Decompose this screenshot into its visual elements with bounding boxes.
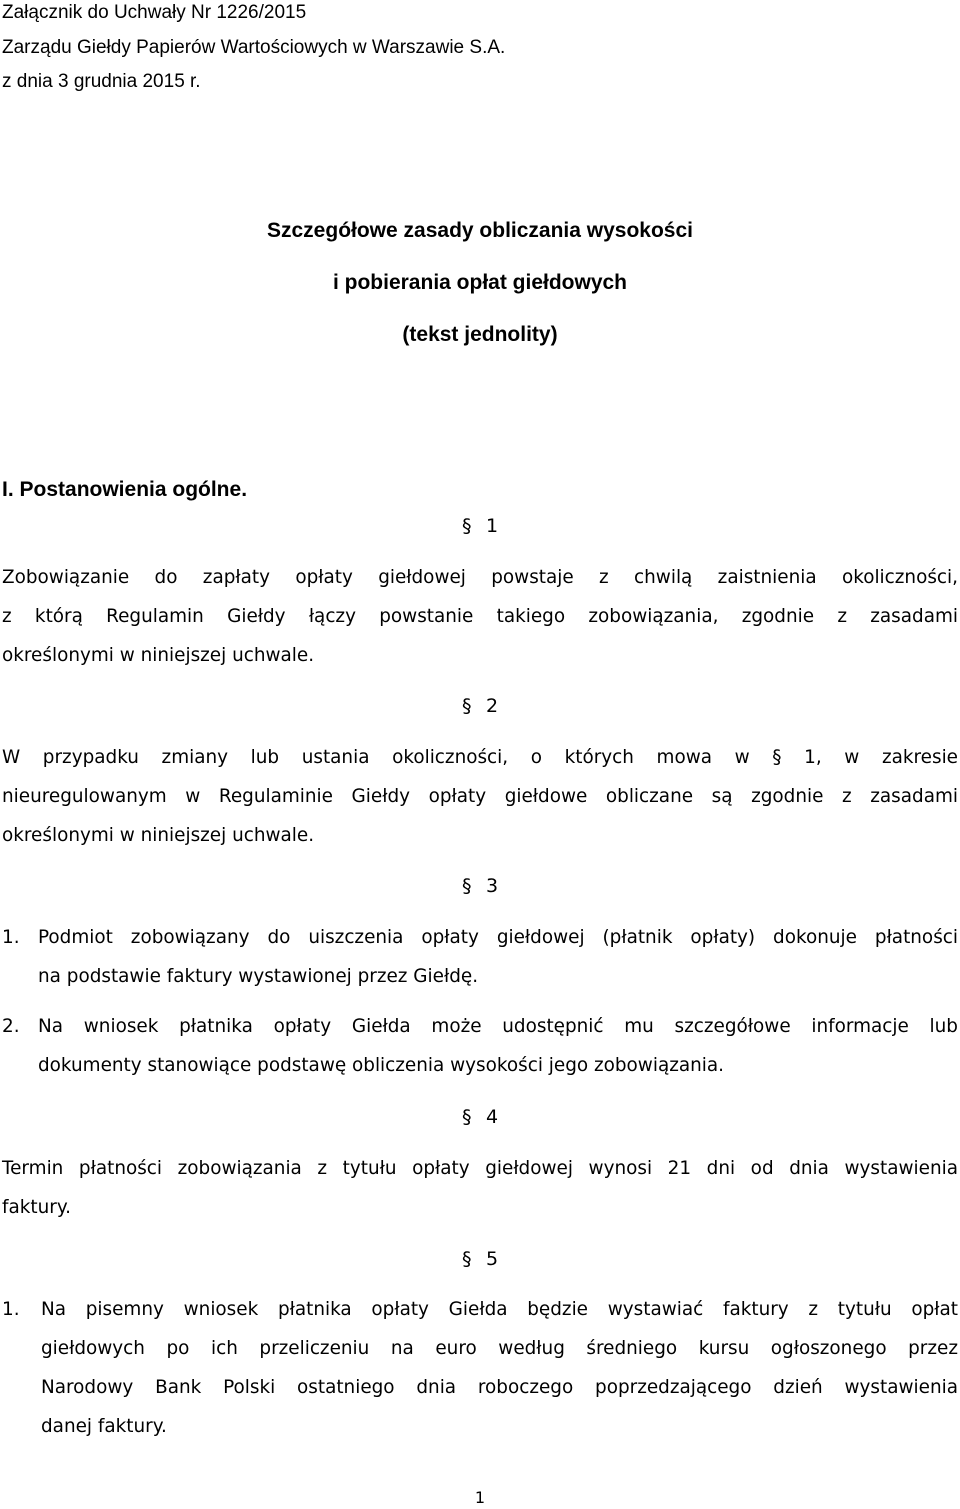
- paragraph-3-item-2-number: 2.: [2, 1016, 20, 1037]
- document-title-line-1: Szczegółowe zasady obliczania wysokości: [267, 219, 693, 242]
- header-line-1: Załącznik do Uchwały Nr 1226/2015: [2, 2, 307, 23]
- paragraph-3-item-1-number: 1.: [2, 927, 20, 948]
- section-sign: §: [462, 695, 472, 717]
- section-sign: §: [462, 515, 472, 537]
- paragraph-4-line-1: Termin płatności zobowiązania z tytułu opłaty giełdowej wynosi 21 dni od dnia wystawienia: [2, 1158, 958, 1179]
- paragraph-2-heading: [462, 695, 498, 717]
- paragraph-1-line-2: z którą Regulamin Giełdy łączy powstanie takiego zobowiązania, zgodnie z zasadami: [2, 606, 958, 627]
- paragraph-3-item-2-line-1: Na wniosek płatnika opłaty Giełda może udostępnić mu szczegółowe informacje lub: [38, 1016, 958, 1037]
- paragraph-number: 4: [486, 1106, 499, 1128]
- document-title-line-2: i pobierania opłat giełdowych: [332, 271, 628, 294]
- paragraph-2-line-1: W przypadku zmiany lub ustania okoliczności, o których mowa w § 1, w zakresie: [2, 747, 958, 768]
- paragraph-1-line-3: określonymi w niniejszej uchwale.: [2, 645, 315, 666]
- paragraph-5-item-1-line-1: Na pisemny wniosek płatnika opłaty Giełda będzie wystawiać faktury z tytułu opłat: [41, 1299, 958, 1320]
- document-title-line-3: (tekst jednolity): [402, 323, 558, 346]
- section-sign: §: [462, 875, 472, 897]
- paragraph-number: 1: [486, 515, 499, 537]
- section-heading: I. Postanowienia ogólne.: [2, 478, 248, 501]
- paragraph-1-heading: [462, 515, 498, 537]
- paragraph-5-item-1-line-3: Narodowy Bank Polski ostatniego dnia roboczego poprzedzającego dzień wystawienia: [41, 1377, 958, 1398]
- paragraph-3-item-1-line-1: Podmiot zobowiązany do uiszczenia opłaty giełdowej (płatnik opłaty) dokonuje płatności: [38, 927, 958, 948]
- paragraph-3-item-2-line-2: dokumenty stanowiące podstawę obliczenia wysokości jego zobowiązania.: [38, 1055, 725, 1076]
- paragraph-3-item-1-line-2: na podstawie faktury wystawionej przez Giełdę.: [38, 966, 479, 987]
- paragraph-number: 5: [486, 1248, 499, 1270]
- paragraph-4-heading: [462, 1106, 498, 1128]
- section-sign: §: [462, 1106, 472, 1128]
- paragraph-number: 3: [486, 875, 499, 897]
- paragraph-5-item-1-number: 1.: [2, 1299, 20, 1320]
- paragraph-5-item-1-line-4: danej faktury.: [41, 1416, 167, 1437]
- paragraph-4-line-2: faktury.: [2, 1197, 71, 1218]
- paragraph-2-line-3: określonymi w niniejszej uchwale.: [2, 825, 315, 846]
- page-number: 1: [474, 1488, 486, 1507]
- paragraph-2-line-2: nieuregulowanym w Regulaminie Giełdy opłaty giełdowe obliczane są zgodnie z zasadami: [2, 786, 958, 807]
- paragraph-number: 2: [486, 695, 499, 717]
- header-line-2: Zarządu Giełdy Papierów Wartościowych w Warszawie S.A.: [2, 37, 506, 58]
- header-line-3: z dnia 3 grudnia 2015 r.: [2, 71, 201, 92]
- section-sign: §: [462, 1248, 472, 1270]
- paragraph-5-heading: [462, 1248, 498, 1270]
- paragraph-1-line-1: Zobowiązanie do zapłaty opłaty giełdowej powstaje z chwilą zaistnienia okoliczności,: [2, 567, 958, 588]
- paragraph-5-item-1-line-2: giełdowych po ich przeliczeniu na euro według średniego kursu ogłoszonego przez: [41, 1338, 958, 1359]
- paragraph-3-heading: [462, 875, 498, 897]
